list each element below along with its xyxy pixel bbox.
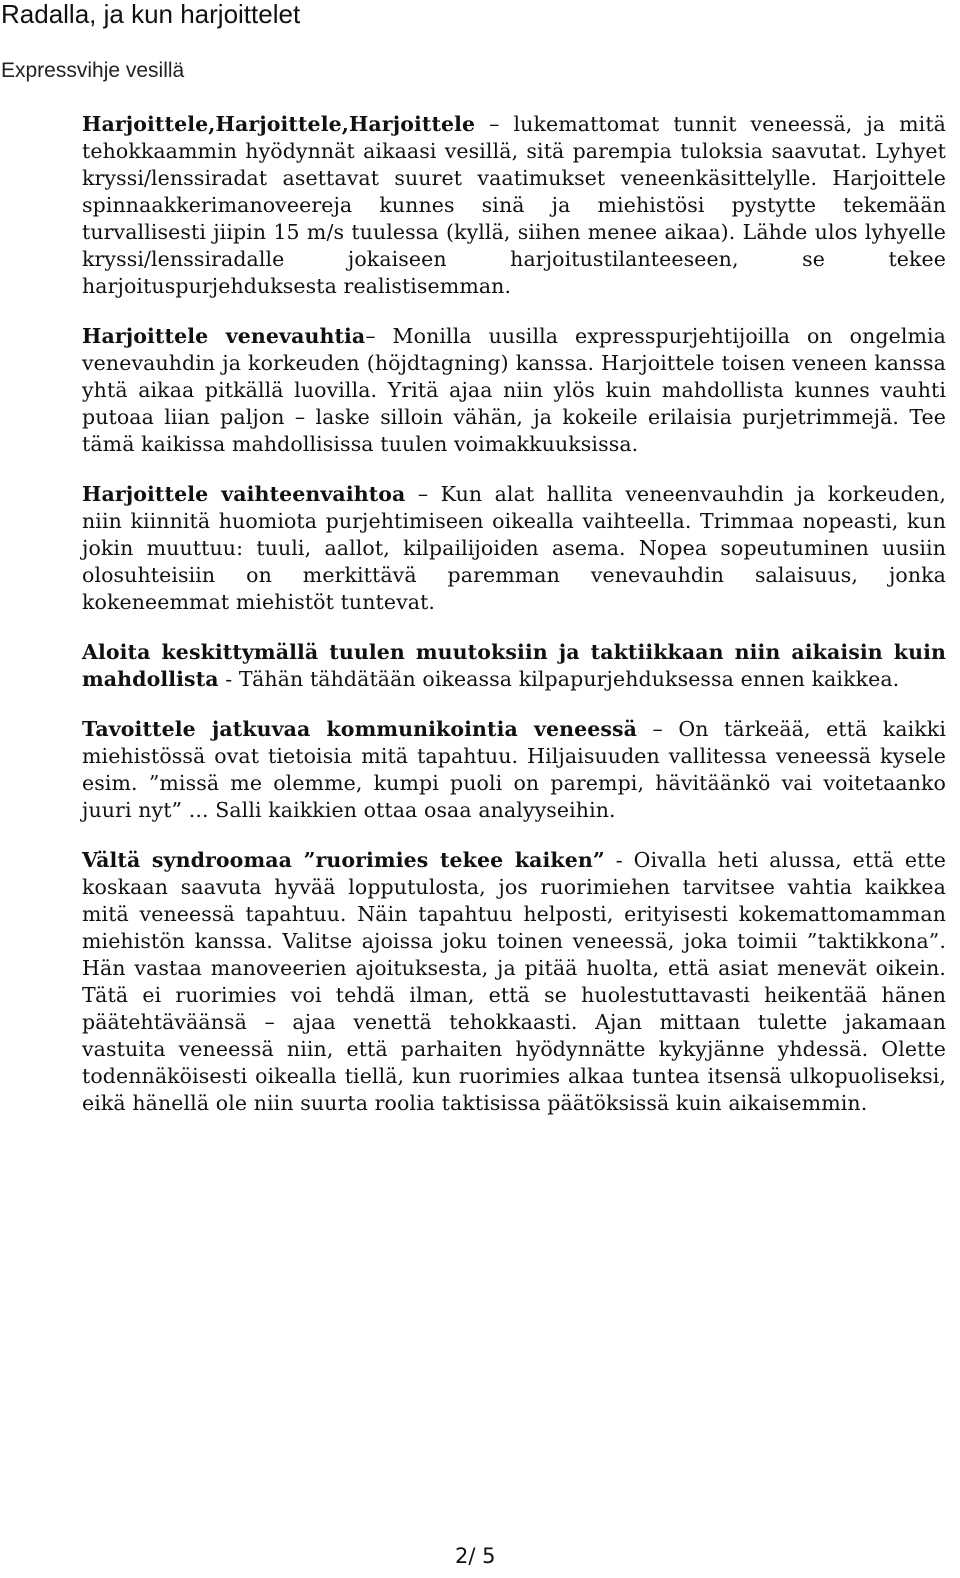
paragraph-heading: Tavoittele jatkuvaa kommunikointia veneessä: [82, 717, 638, 741]
page-number: 2/ 5: [455, 1544, 496, 1568]
paragraph-text: – Monilla uusilla expresspurjehtijoilla on ongelmia venevauhdin ja korkeuden (höjdtagning) kanssa. Harjoittele toisen veneen kanssa yhtä aikaa pitkällä luovilla. Yritä ajaa niin ylös kuin mahdollista kunnes vauhti putoaa liian paljon – laske silloin vähän, ja kokeile erilaisia purjetrimmejä. Tee tämä kaikissa mahdollisissa tuulen voimakkuuksissa.: [82, 324, 946, 456]
paragraph-heading: Aloita keskittymällä tuulen muutoksiin ja taktiikkaan niin aikaisin kuin mahdollista: [82, 640, 946, 691]
document-body: [82, 111, 946, 1140]
paragraph-text: - Oivalla heti alussa, että ette koskaan saavuta hyvää lopputulosta, jos ruorimiehen tarvitsee vahtia kaikkea mitä veneessä tapahtuu. Näin tapahtuu helposti, erityisesti kokemattomamman miehistön kanssa. Valitse ajoissa joku toinen veneessä, joka toimii ”taktikkona”. Hän vastaa manoveerien ajoituksesta, ja pitää huolta, että asiat menevät oikein. Tätä ei ruorimies voi tehdä ilman, että se huolestuttavasti heikentää hänen päätehtäväänsä – ajaa venettä tehokkaasti. Ajan mittaan tulette jakamaan vastuita veneessä niin, että parhaiten hyödynnätte kykyjänne yhdessä. Olette todennäköisesti oikealla tiellä, kun ruorimies alkaa tuntea itsensä ulkopuoliseksi, eikä hänellä ole niin suurta roolia taktisissa päätöksissä kuin aikaisemmin.: [82, 848, 946, 1115]
paragraph-heading: Harjoittele venevauhtia: [82, 324, 366, 348]
paragraph-gear-change: [82, 481, 946, 616]
paragraph-helmsman-syndrome: [82, 847, 946, 1117]
paragraph-text: – Kun alat hallita veneenvauhdin ja korkeuden, niin kiinnitä huomiota purjehtimiseen oikealla vaihteella. Trimmaa nopeasti, kun jokin muuttuu: tuuli, aallot, kilpailijoiden asema. Nopea sopeutuminen uusiin olosuhteisiin on merkittävä paremman venevauhdin salaisuus, jonka kokeneemmat miehistöt tuntevat.: [82, 482, 946, 614]
page-subtitle: Expressvihje vesillä: [1, 59, 185, 82]
paragraph-practice: [82, 111, 946, 300]
paragraph-communication: [82, 716, 946, 824]
paragraph-heading: Harjoittele vaihteenvaihtoa: [82, 482, 406, 506]
paragraph-text: – lukemattomat tunnit veneessä, ja mitä tehokkaammin hyödynnät aikaasi vesillä, sitä parempia tuloksia saavutat. Lyhyet kryssi/lenssiradat asettavat suuret vaatimukset veneenkäsittelylle. Harjoittele spinnaakkerimanoveereja kunnes sinä ja miehistösi pystytte tekemään turvallisesti jiipin 15 m/s tuulessa (kyllä, siihen menee aikaa). Lähde ulos lyhyelle kryssi/lenssiradalle jokaiseen harjoitustilanteeseen, se tekee harjoituspurjehduksesta realistisemman.: [82, 112, 946, 298]
paragraph-wind-tactics: [82, 639, 946, 693]
paragraph-heading: Harjoittele,Harjoittele,Harjoittele: [82, 112, 476, 136]
paragraph-text: – On tärkeää, että kaikki miehistössä ovat tietoisia mitä tapahtuu. Hiljaisuuden vallitessa veneessä kysele esim. ”missä me olemme, kumpi puoli on parempi, hävitäänkö vai voitetaanko juuri nyt” ... Salli kaikkien ottaa osaa analyyseihin.: [82, 717, 946, 822]
page-title: Radalla, ja kun harjoittelet: [1, 0, 301, 29]
paragraph-heading: Vältä syndroomaa ”ruorimies tekee kaiken”: [82, 848, 605, 872]
paragraph-boat-speed: [82, 323, 946, 458]
paragraph-text: - Tähän tähdätään oikeassa kilpapurjehduksessa ennen kaikkea.: [218, 667, 900, 691]
